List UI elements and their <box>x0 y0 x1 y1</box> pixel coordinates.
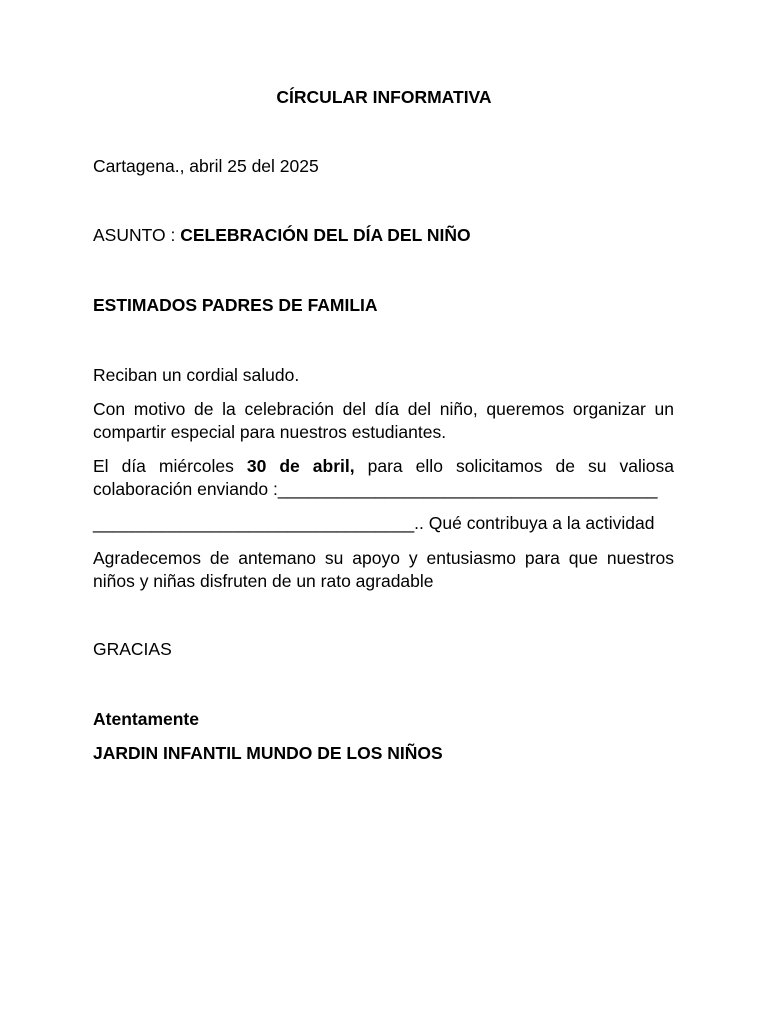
subject-value: CELEBRACIÓN DEL DÍA DEL NIÑO <box>180 225 471 245</box>
greeting: Reciban un cordial saludo. <box>93 365 300 385</box>
subject-label: ASUNTO : <box>93 225 181 245</box>
paragraph-request-post: para ello solicitamos de su valiosa colaboración enviando :_______________________________________ <box>93 456 674 499</box>
event-date: 30 de abril, <box>246 456 355 476</box>
paragraph-request-pre: El día miércoles <box>93 456 247 476</box>
paragraph-request <box>93 455 674 501</box>
thanks-text: GRACIAS <box>93 639 172 659</box>
closing-text: Atentamente <box>93 709 199 729</box>
document-title: CÍRCULAR INFORMATIVA <box>276 87 492 107</box>
paragraph-motive: Con motivo de la celebración del día del niño, queremos organizar un compartir especial para nuestros estudiantes. <box>93 399 674 442</box>
paragraph-thanks: Agradecemos de antemano su apoyo y entusiasmo para que nuestros niños y niñas disfruten de un rato agradable <box>93 548 674 591</box>
document-date: Cartagena., abril 25 del 2025 <box>93 156 319 176</box>
signature-text: JARDIN INFANTIL MUNDO DE LOS NIÑOS <box>93 743 443 763</box>
paragraph-contribution: _________________________________.. Qué contribuya a la actividad <box>93 513 655 533</box>
salutation: ESTIMADOS PADRES DE FAMILIA <box>93 295 378 315</box>
subject-line <box>93 224 674 247</box>
